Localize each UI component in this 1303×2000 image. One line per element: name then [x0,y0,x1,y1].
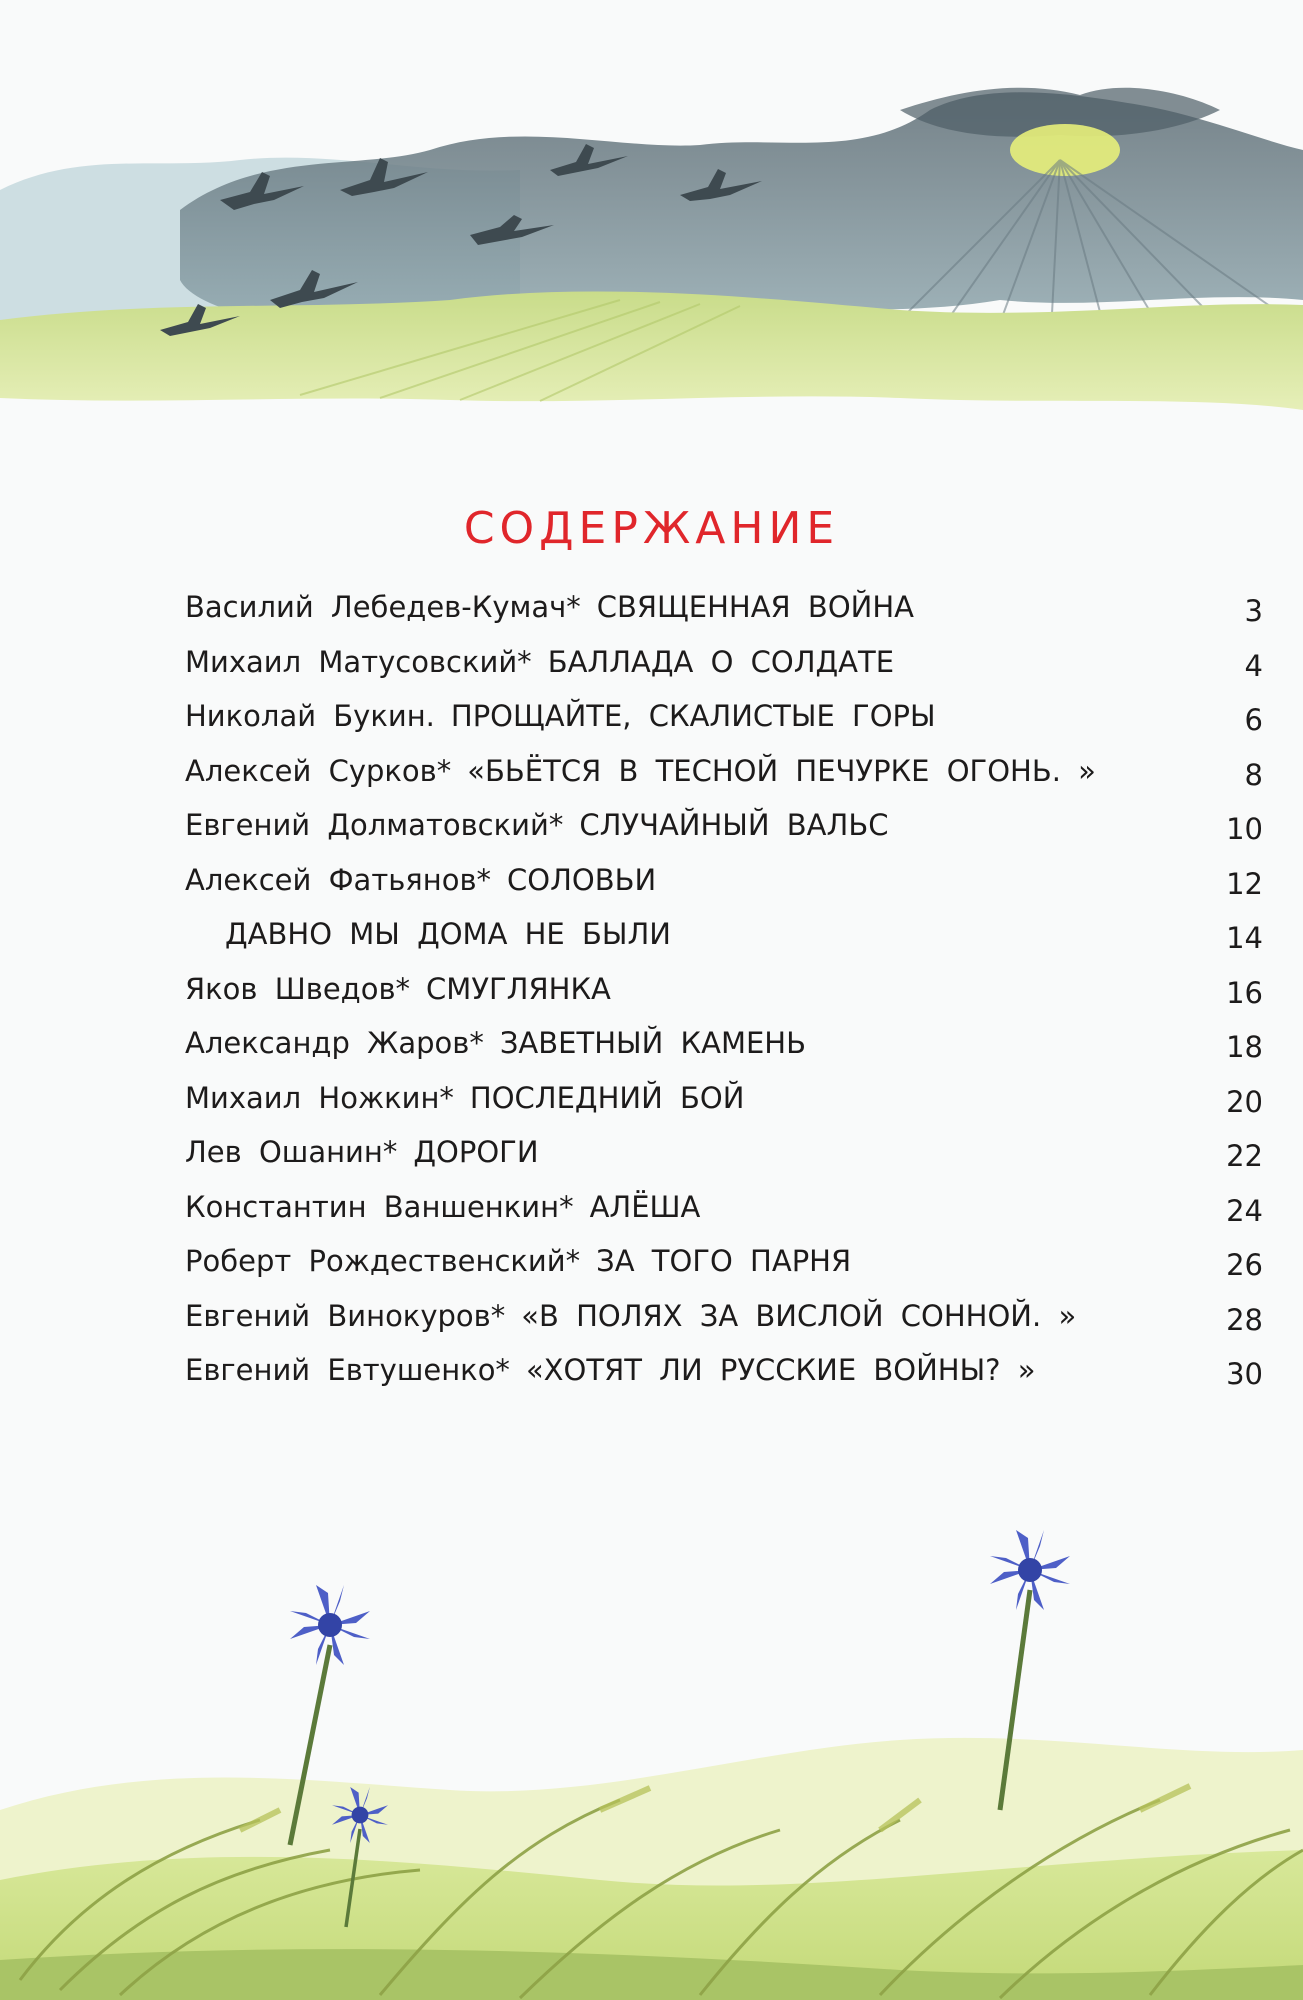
toc-row [0,1135,1303,1185]
toc-work-title: СОЛОВЬИ [507,862,657,897]
toc-work-title: «ХОТЯТ ЛИ РУССКИЕ ВОЙНЫ? » [525,1353,1036,1387]
toc-work-title: ЗА ТОГО ПАРНЯ [596,1244,852,1278]
toc-page-number: 14 [1226,921,1263,955]
toc-entry [185,1244,851,1278]
toc-entry [185,972,611,1006]
toc-work-title: ЗАВЕТНЫЙ КАМЕНЬ [499,1026,806,1060]
toc-page-number: 6 [1244,703,1263,737]
toc-page-number: 20 [1226,1084,1263,1119]
toc-entry [185,590,914,624]
toc-author: Лев Ошанин* [185,1135,398,1169]
toc-row [0,972,1303,1022]
toc-row [0,590,1303,640]
toc-row [0,754,1303,804]
table-of-contents [0,590,1303,1410]
toc-page-number: 10 [1226,812,1263,846]
toc-author: Роберт Рождественский* [185,1244,581,1278]
toc-work-title: ПОСЛЕДНИЙ БОЙ [469,1080,745,1115]
toc-work-title: БАЛЛАДА О СОЛДАТЕ [547,644,895,679]
toc-author: Михаил Ножкин* [185,1080,454,1115]
sky-illustration [0,0,1303,410]
toc-page-number: 12 [1226,866,1263,901]
toc-work-title: ДОРОГИ [413,1135,539,1169]
toc-work-title: СЛУЧАЙНЫЙ ВАЛЬС [579,808,889,842]
toc-row [0,1190,1303,1240]
toc-author: Константин Ваншенкин* [185,1189,574,1224]
toc-row [0,1026,1303,1076]
toc-author: Михаил Матусовский* [185,644,532,679]
toc-entry [185,1135,539,1169]
field-illustration [0,1500,1303,2000]
toc-author: Евгений Винокуров* [185,1298,506,1333]
toc-entry [185,699,936,733]
toc-author: Василий Лебедев-Кумач* [185,590,581,624]
toc-work-title: ПРОЩАЙТЕ, СКАЛИСТЫЕ ГОРЫ [450,699,936,733]
toc-work-title: АЛЁША [589,1189,701,1224]
toc-page-number: 18 [1226,1030,1263,1064]
toc-page-number: 4 [1244,648,1263,683]
toc-entry [185,754,1096,788]
toc-row [0,1353,1303,1403]
toc-work-title: СМУГЛЯНКА [426,971,611,1006]
toc-row [0,863,1303,913]
toc-row [0,808,1303,858]
toc-row [0,917,1303,967]
toc-author: Алексей Фатьянов* [185,862,492,897]
toc-page-number: 28 [1226,1302,1263,1337]
toc-page-number: 26 [1226,1248,1263,1282]
toc-entry [185,1026,806,1060]
toc-author: Яков Шведов* [185,971,411,1006]
toc-author: Евгений Евтушенко* [185,1353,510,1387]
toc-row [0,1244,1303,1294]
toc-page-number: 16 [1226,975,1263,1010]
toc-entry [185,1190,700,1224]
toc-row [0,699,1303,749]
toc-entry [185,1353,1036,1387]
toc-page-number: 24 [1226,1193,1263,1228]
toc-author: Евгений Долматовский* [185,808,564,842]
toc-entry [185,1081,744,1115]
toc-author: Николай Букин. [185,699,435,733]
toc-row [0,645,1303,695]
toc-page-number: 30 [1226,1357,1263,1391]
toc-row [0,1081,1303,1131]
toc-author: Александр Жаров* [185,1026,484,1060]
toc-row [0,1299,1303,1349]
toc-work-title: ДАВНО МЫ ДОМА НЕ БЫЛИ [225,917,671,951]
toc-page-number: 8 [1244,757,1263,792]
toc-entry [185,808,888,842]
toc-work-title: «БЬЁТСЯ В ТЕСНОЙ ПЕЧУРКЕ ОГОНЬ. » [467,753,1096,788]
contents-title: СОДЕРЖАНИЕ [463,503,840,555]
toc-entry [185,1299,1076,1333]
toc-entry [185,863,656,897]
toc-work-title: СВЯЩЕННАЯ ВОЙНА [596,590,914,624]
toc-page-number: 3 [1244,594,1263,628]
toc-entry [225,917,671,951]
toc-page-number: 22 [1226,1139,1263,1173]
toc-entry [185,645,894,679]
toc-work-title: «В ПОЛЯХ ЗА ВИСЛОЙ СОННОЙ. » [521,1298,1077,1333]
toc-author: Алексей Сурков* [185,753,452,788]
